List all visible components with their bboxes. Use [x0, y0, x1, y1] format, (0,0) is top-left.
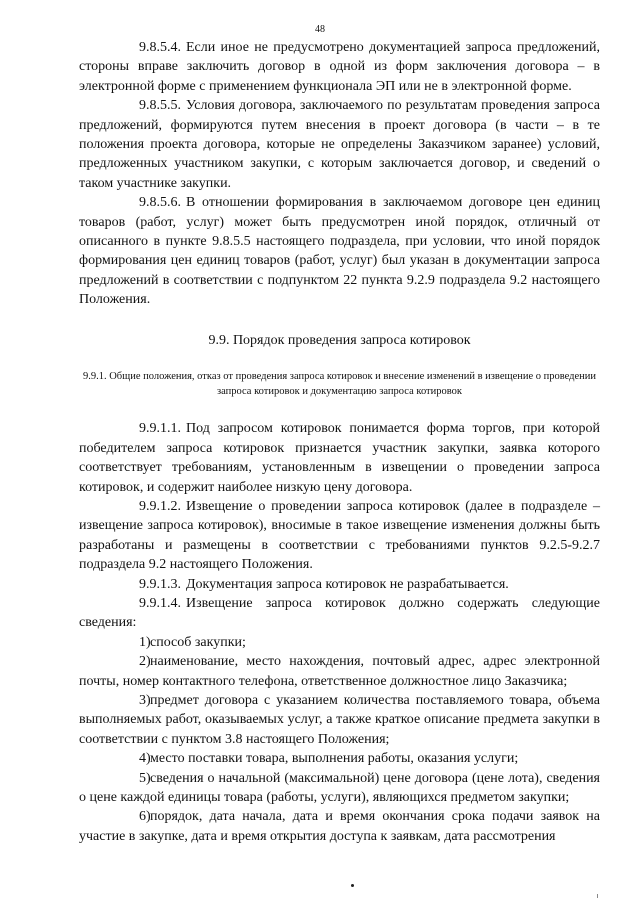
clause-number: 9.8.5.5. — [139, 98, 181, 114]
clause-paragraph — [79, 38, 600, 96]
list-item-text: сведения о начальной (максимальной) цене договора (цене лота), сведения о цене каждой единицы товара (работы, услуги), являющихся предметом закупки; — [79, 770, 600, 805]
list-item-text: наименование, место нахождения, почтовый адрес, адрес электронной почты, номер контактного телефона, ответственное должностное лицо Заказчика; — [79, 654, 600, 689]
clause-paragraph — [79, 497, 600, 575]
clause-paragraph — [79, 575, 600, 594]
clause-number: 9.9.1.2. — [139, 498, 181, 514]
clause-paragraph — [79, 96, 600, 193]
list-item — [79, 749, 600, 768]
list-item — [79, 807, 600, 846]
clause-paragraph — [79, 193, 600, 309]
page-number: 48 — [315, 24, 325, 35]
list-item — [79, 691, 600, 749]
list-item-number: 6) — [139, 809, 151, 825]
subsection-heading: 9.9.1. Общие положения, отказ от проведения запроса котировок и внесение изменений в извещение о проведении запроса котировок и документацию запроса котировок — [82, 371, 597, 397]
list-item-text: предмет договора с указанием количества поставляемого товара, объема выполняемых работ, оказываемых услуг, а также краткое описание предмета закупки в соответствии с пунктом 3.8 настоящего Положения; — [79, 692, 600, 747]
clause-text: Извещение о проведении запроса котировок (далее в подразделе – извещение запроса котировок), вносимые в такое извещение изменения должны быть разработаны и размещены в соответствии с требованиями пунктов 9.2.5-9.2.7 подраздела 9.2 настоящего Положения. — [79, 498, 600, 573]
clause-text: Документация запроса котировок не разрабатывается. — [186, 576, 509, 592]
page-content — [79, 38, 600, 846]
list-item-number: 3) — [139, 692, 151, 708]
scan-speck — [351, 884, 354, 887]
list-item-number: 5) — [139, 770, 151, 786]
list-item-number: 1) — [139, 634, 151, 650]
list-item-number: 2) — [139, 654, 151, 670]
section-heading: 9.9. Порядок проведения запроса котировок — [208, 332, 471, 348]
clause-text: Извещение запроса котировок должно содержать следующие сведения: — [79, 595, 600, 631]
clause-number: 9.8.5.6. — [139, 195, 181, 211]
clause-text: Под запросом котировок понимается форма торгов, при которой победителем запроса котировок признается участник закупки, заявка которого соответствует требованиям, установленным в извещении о проведении запроса котировок, и содержит наиболее низкую цену договора. — [79, 421, 600, 495]
list-item — [79, 652, 600, 691]
clause-number: 9.9.1.3. — [139, 576, 181, 592]
list-item-text: способ закупки; — [150, 634, 246, 650]
clause-number: 9.8.5.4. — [139, 40, 181, 55]
clause-number: 9.9.1.1. — [139, 421, 181, 437]
list-item-number: 4) — [139, 751, 151, 767]
clause-text: Если иное не предусмотрено документацией запроса предложений, стороны вправе заключить договор в одной из форм заключения договора – в электронной форме с применением функционала ЭП или не в электронной форме. — [79, 40, 600, 94]
list-item-text: порядок, дата начала, дата и время окончания срока подачи заявок на участие в закупке, дата и время открытия доступа к заявкам, дата рассмотрения — [79, 809, 600, 844]
clause-text: Условия договора, заключаемого по результатам проведения запроса предложений, формируются путем внесения в проект договора (в части – в те положения проекта договора, которые не определены Заказчиком заранее) условий, предложенных участником закупки, с которым заключается договор, и сведений о таком участнике закупки. — [79, 98, 600, 191]
clause-text: В отношении формирования в заключаемом договоре цен единиц товаров (работ, услуг) может быть предусмотрен иной порядок, отличный от описанного в пункте 9.8.5.5 настоящего подраздела, при условии, что иной порядок формирования цен единиц товаров (работ, услуг) был указан в документации запроса предложений в соответствии с подпунктом 22 пункта 9.2.9 подраздела 9.2 настоящего Положения. — [79, 195, 600, 308]
list-item-text: место поставки товара, выполнения работы, оказания услуги; — [150, 751, 519, 767]
scan-mark — [597, 894, 598, 898]
clause-paragraph — [79, 419, 600, 497]
list-item — [79, 633, 600, 652]
clause-number: 9.9.1.4. — [139, 595, 181, 611]
list-item — [79, 769, 600, 808]
clause-paragraph — [79, 594, 600, 633]
